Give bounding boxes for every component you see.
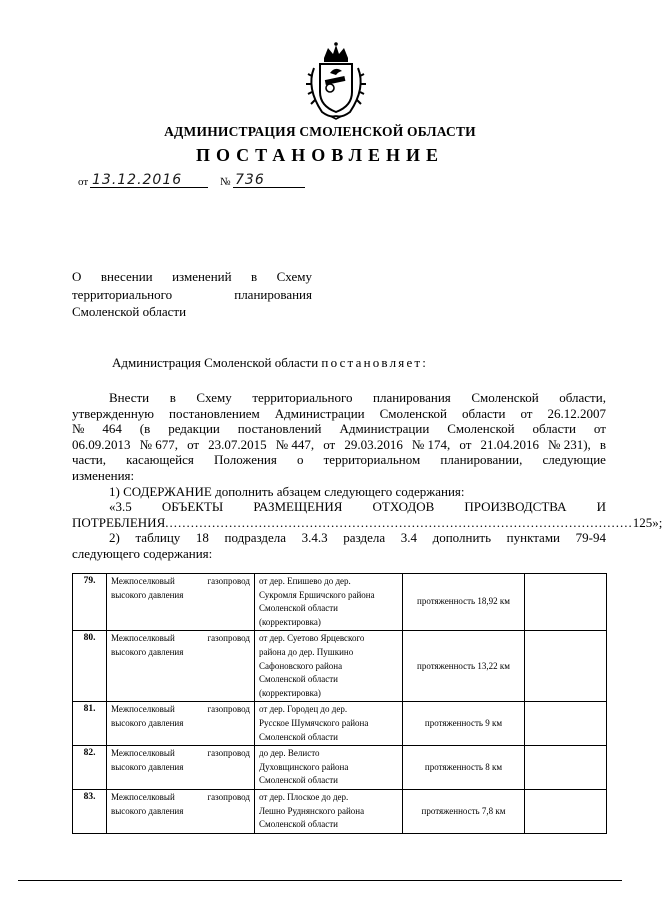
date-prefix: от <box>78 176 89 188</box>
table-row <box>73 789 607 833</box>
word: № <box>72 421 85 437</box>
paragraph-line <box>72 437 606 453</box>
toc-page: 125»; <box>632 514 662 530</box>
object-route <box>255 746 403 790</box>
route-line: Сукромля Ершичского района <box>259 589 375 600</box>
object-length: протяженность 13,22 км <box>403 631 525 702</box>
word: в <box>599 436 606 452</box>
paragraph-main-last: изменения: <box>72 467 135 483</box>
word: ОТХОДОВ <box>372 499 435 515</box>
word: № 677, <box>139 436 178 452</box>
subject-line-2 <box>72 286 312 304</box>
word: планирования <box>234 286 312 302</box>
word: области <box>461 405 506 421</box>
word: И <box>596 499 606 515</box>
word: Межпоселковый <box>111 791 175 802</box>
object-route <box>255 574 403 631</box>
route-line: (корректировка) <box>259 616 321 627</box>
word: от <box>323 436 336 452</box>
word: территориального <box>72 286 173 302</box>
word: от <box>520 405 533 421</box>
word: Межпоселковый <box>111 748 175 759</box>
document-type-title: ПОСТАНОВЛЕНИЕ <box>195 145 445 165</box>
word: № 174, <box>411 436 451 452</box>
route-line: Лешно Руднянского района <box>259 805 365 816</box>
item-2 <box>72 530 606 546</box>
word: Межпоселковый <box>111 633 175 644</box>
word: от <box>593 421 606 437</box>
route-line: Русское Шумячского района <box>259 717 369 728</box>
object-name-rest: высокого давления <box>111 589 184 600</box>
word: изменений <box>172 269 232 284</box>
word: газопровод <box>207 704 250 715</box>
object-length: протяженность 7,8 км <box>403 789 525 833</box>
item-1: 1) СОДЕРЖАНИЕ дополнить абзацем следующего содержания: <box>109 483 465 499</box>
object-name-line <box>111 703 250 717</box>
word: Смоленской <box>447 421 515 437</box>
word: территориального <box>252 390 353 405</box>
object-name-line <box>111 791 250 805</box>
word: утвержденную <box>72 405 155 421</box>
word: 3.4.3 <box>301 530 328 546</box>
word: 464 <box>102 421 122 437</box>
number-value: 736 <box>235 172 265 188</box>
word: следующие <box>542 452 606 468</box>
route-line: от дер. Суетово Ярцевского <box>259 633 365 644</box>
object-name-rest: высокого давления <box>111 646 184 657</box>
object-name <box>107 702 255 746</box>
word: от <box>459 436 472 452</box>
toc-entry-line-2 <box>72 514 662 531</box>
route-line: Духовщинского района <box>259 761 349 772</box>
word: Схему <box>196 390 232 405</box>
word: Схему <box>276 269 312 284</box>
row-number: 82. <box>73 746 107 790</box>
table-row <box>73 631 607 702</box>
object-name-rest: высокого давления <box>111 761 184 772</box>
toc-leader-dots: .............................................................................................................. <box>165 514 633 530</box>
object-name <box>107 789 255 833</box>
row-number: 80. <box>73 631 107 702</box>
word: газопровод <box>207 748 250 759</box>
route-line: от дер. Епишево до дер. <box>259 576 351 586</box>
object-route <box>255 702 403 746</box>
word: 06.09.2013 <box>72 436 131 452</box>
paragraph-line <box>72 421 606 437</box>
toc-entry-word: ПОТРЕБЛЕНИЯ <box>72 514 166 530</box>
word: касающейся <box>126 452 194 468</box>
word: в <box>251 269 258 284</box>
object-extra <box>525 574 607 631</box>
word: № 231), <box>548 436 591 452</box>
object-length: протяженность 18,92 км <box>403 574 525 631</box>
word: Внести <box>109 390 150 405</box>
item-2-last: следующего содержания: <box>72 545 213 561</box>
paragraph-line <box>72 390 606 406</box>
subject-line-1 <box>72 268 312 286</box>
word: внесении <box>100 269 153 284</box>
object-name <box>107 574 255 631</box>
object-extra <box>525 702 607 746</box>
route-line: района до дер. Пушкино <box>259 646 354 657</box>
paragraph-line <box>72 406 606 422</box>
table-row <box>73 574 607 631</box>
word: области <box>532 421 576 437</box>
word: 3.4 <box>400 530 417 546</box>
word: планирования <box>373 390 451 405</box>
table-row <box>73 702 607 746</box>
object-extra <box>525 746 607 790</box>
body-text <box>72 390 662 562</box>
word: постановлением <box>169 405 260 421</box>
route-line: от дер. Плоское до дер. <box>259 791 349 802</box>
row-number: 83. <box>73 789 107 833</box>
word: области, <box>559 390 606 405</box>
word: (в <box>139 421 151 437</box>
word: планировании, <box>440 452 523 468</box>
object-name-rest: высокого давления <box>111 805 184 816</box>
word: 79-94 <box>575 530 606 546</box>
object-name-line <box>111 747 250 761</box>
word: Межпоселковый <box>111 704 175 715</box>
route-line: Смоленской области <box>259 731 338 742</box>
word: таблицу <box>135 530 181 546</box>
object-name-rest: высокого давления <box>111 717 184 728</box>
object-length: протяженность 8 км <box>403 746 525 790</box>
word: 23.07.2015 <box>208 436 267 452</box>
object-route <box>255 789 403 833</box>
word: газопровод <box>207 576 250 586</box>
subject-line-3: Смоленской области <box>72 304 187 319</box>
word: газопровод <box>207 791 250 802</box>
word: Положения <box>214 452 277 468</box>
date-value: 13.12.2016 <box>92 172 183 188</box>
page-bottom-rule <box>18 880 622 881</box>
word: Администрации <box>274 405 365 421</box>
row-number: 79. <box>73 574 107 631</box>
row-number: 81. <box>73 702 107 746</box>
word: Смоленской <box>379 405 447 421</box>
number-prefix: № <box>220 176 231 188</box>
word: от <box>187 436 200 452</box>
resolution-verb: постановляет: <box>321 355 429 370</box>
route-line: Сафоновского района <box>259 660 343 671</box>
coat-of-arms-icon <box>300 42 372 120</box>
word: «3.5 <box>109 499 132 515</box>
word: Смоленской <box>471 390 539 405</box>
table-row <box>73 746 607 790</box>
word: О <box>72 269 82 284</box>
resolution-line <box>112 355 428 371</box>
subject-block <box>72 268 312 321</box>
word: части, <box>72 452 106 468</box>
word: 29.03.2016 <box>344 436 403 452</box>
word: территориальном <box>323 452 421 468</box>
word: в <box>169 390 176 405</box>
route-line: (корректировка) <box>259 687 321 698</box>
word: № 447, <box>275 436 315 452</box>
word: о <box>297 452 304 468</box>
word: ОБЪЕКТЫ <box>161 499 224 515</box>
route-line: Смоленской области <box>259 674 338 685</box>
word: раздела <box>343 530 386 546</box>
word: ПРОИЗВОДСТВА <box>464 499 567 515</box>
route-line: Смоленской области <box>259 603 338 614</box>
resolution-lead: Администрация Смоленской области <box>112 355 319 370</box>
word: Администрации <box>339 421 430 437</box>
word: 2) <box>109 530 120 546</box>
object-extra <box>525 789 607 833</box>
word: газопровод <box>207 633 250 644</box>
word: пунктами <box>506 530 561 546</box>
paragraph-main <box>72 390 606 468</box>
route-line: до дер. Велисто <box>259 748 320 759</box>
route-line: Смоленской области <box>259 819 338 830</box>
word: 21.04.2016 <box>480 436 539 452</box>
organization-title: АДМИНИСТРАЦИЯ СМОЛЕНСКОЙ ОБЛАСТИ <box>164 124 476 139</box>
object-route <box>255 631 403 702</box>
date-number-line <box>78 170 318 192</box>
word: Межпоселковый <box>111 576 175 586</box>
paragraph-line <box>72 452 606 468</box>
objects-table <box>72 573 607 834</box>
word: 18 <box>195 530 209 546</box>
object-name <box>107 631 255 702</box>
word: 26.12.2007 <box>547 405 606 421</box>
word: подраздела <box>224 530 287 546</box>
object-name-line <box>111 632 250 646</box>
word: постановлений <box>237 421 322 437</box>
route-line: Смоленской области <box>259 775 338 786</box>
object-length: протяженность 9 км <box>403 702 525 746</box>
object-name <box>107 746 255 790</box>
word: редакции <box>168 421 220 437</box>
word: дополнить <box>432 530 492 546</box>
route-line: от дер. Городец до дер. <box>259 704 348 715</box>
object-name-line <box>111 575 250 589</box>
object-extra <box>525 631 607 702</box>
toc-entry-line-1 <box>72 499 606 515</box>
word: РАЗМЕЩЕНИЯ <box>253 499 343 515</box>
